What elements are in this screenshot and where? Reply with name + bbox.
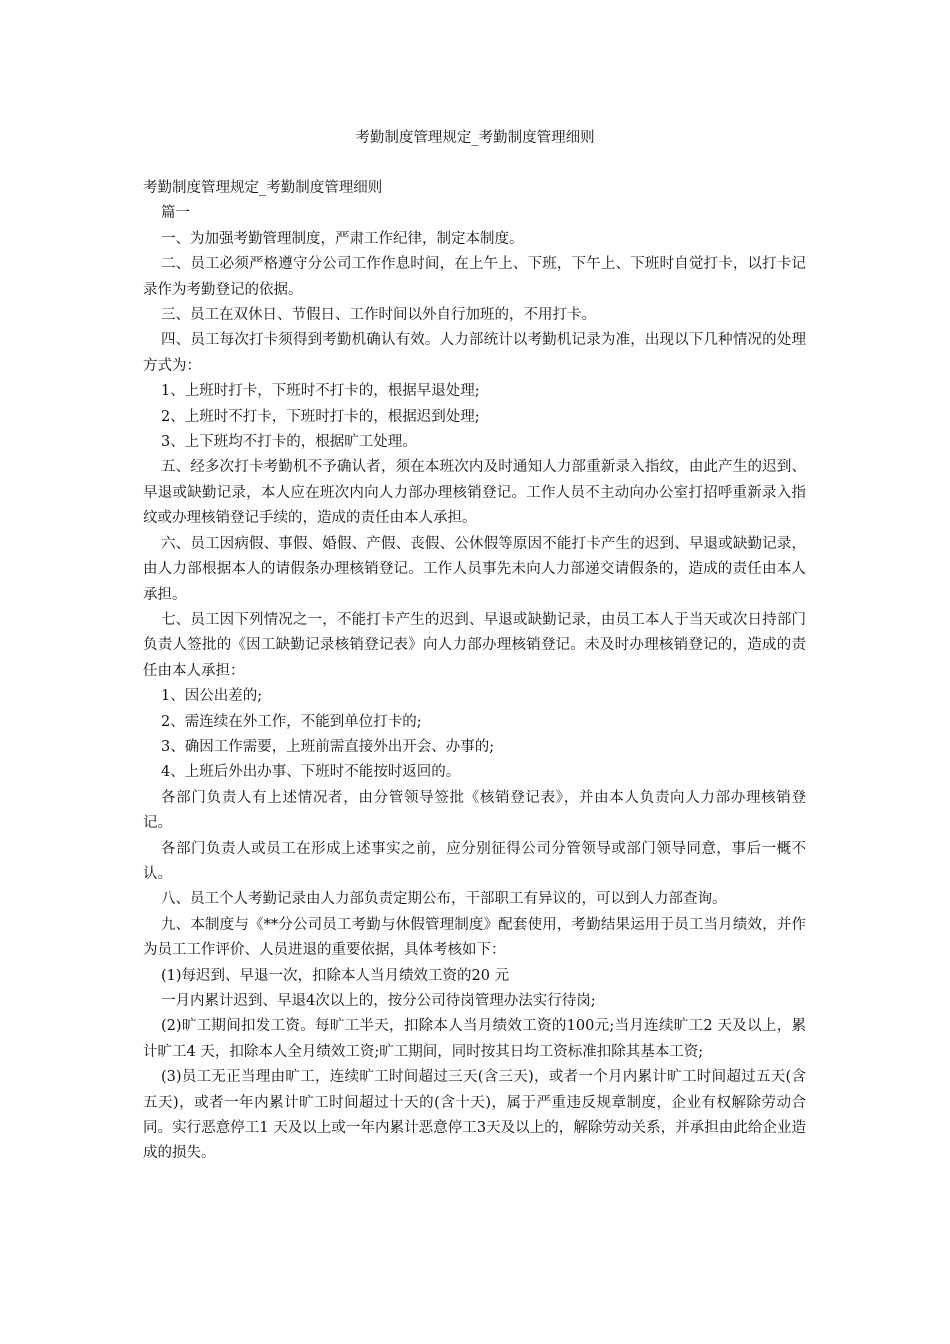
document-body (143, 176, 806, 1167)
page-title: 考勤制度管理规定_考勤制度管理细则 (355, 130, 595, 146)
list-item: 2、上班时不打卡，下班时打卡的，根据迟到处理; (161, 408, 480, 425)
paragraph: 八、员工个人考勤记录由人力部负责定期公布，干部职工有异议的，可以到人力部查询。 (161, 891, 727, 908)
document-heading: 考勤制度管理规定_考勤制度管理细则 (143, 180, 383, 196)
section-label: 篇一 (161, 205, 190, 222)
paragraph: 一月内累计迟到、早退4次以上的，按分公司待岗管理办法实行待岗; (161, 993, 596, 1009)
paragraph: (2)旷工期间扣发工资。每旷工半天，扣除本人当月绩效工资的100元;当月连续旷工2 天及以上，累计旷工4 天，扣除本人全月绩效工资;旷工期间，同时按其日均工资标准扣除其基本工资; (143, 1018, 806, 1060)
paragraph: 各部门负责人有上述情况者，由分管领导签批《核销登记表》，并由本人负责向人力部办理核销登记。 (143, 789, 806, 832)
paragraph: 九、本制度与《**分公司员工考勤与休假管理制度》配套使用，考勤结果运用于员工当月绩效，并作为员工工作评价、人员进退的重要依据，具体考核如下： (143, 916, 806, 959)
paragraph: (1)每迟到、早退一次，扣除本人当月绩效工资的20 元 (161, 967, 510, 984)
paragraph: 三、员工在双休日、节假日、工作时间以外自行加班的，不用打卡。 (161, 307, 596, 324)
list-item: 4、上班后外出办事、下班时不能按时返回的。 (161, 764, 461, 781)
paragraph: 二、员工必须严格遵守分公司工作作息时间，在上午上、下班，下午上、下班时自觉打卡，以打卡记录作为考勤登记的依据。 (143, 256, 806, 298)
paragraph: 七、员工因下列情况之一，不能打卡产生的迟到、早退或缺勤记录，由员工本人于当天或次日持部门负责人签批的《因工缺勤记录核销登记表》向人力部办理核销登记。未及时办理核销登记的，造成的责任由本人承担： (143, 611, 806, 679)
paragraph: 六、员工因病假、事假、婚假、产假、丧假、公休假等原因不能打卡产生的迟到、早退或缺勤记录，由人力部根据本人的请假条办理核销登记。工作人员事先未向人力部递交请假条的，造成的责任由本人承担。 (143, 535, 806, 603)
paragraph: 各部门负责人或员工在形成上述事实之前，应分别征得公司分管领导或部门领导同意，事后一概不认。 (143, 840, 806, 882)
paragraph: 五、经多次打卡考勤机不予确认者，须在本班次内及时通知人力部重新录入指纹，由此产生的迟到、早退或缺勤记录，本人应在班次内向人力部办理核销登记。工作人员不主动向办公室打招呼重新录入指纹或办理核销登记手续的，造成的责任由本人承担。 (143, 459, 806, 527)
list-item: 3、上下班均不打卡的，根据旷工处理。 (161, 434, 417, 451)
paragraph: (3)员工无正当理由旷工，连续旷工时间超过三天(含三天)，或者一个月内累计旷工时间超过五天(含五天)，或者一年内累计旷工时间超过十天的(含十天)，属于严重违反规章制度，企业有权解除劳动合同。实行恶意停工1 天及以上或一年内累计恶意停工3天及以上的，解除劳动关系，并承担由此给企业造成的损失。 (143, 1069, 806, 1162)
list-item: 1、因公出差的; (161, 688, 263, 705)
list-item: 1、上班时打卡，下班时不打卡的，根据早退处理; (161, 383, 480, 400)
list-item: 3、确因工作需要，上班前需直接外出开会、办事的; (161, 738, 495, 755)
list-item: 2、需连续在外工作，不能到单位打卡的; (161, 713, 422, 730)
paragraph: 四、员工每次打卡须得到考勤机确认有效。人力部统计以考勤机记录为准，出现以下几种情况的处理方式为： (143, 332, 806, 374)
paragraph: 一、为加强考勤管理制度，严肃工作纪律，制定本制度。 (161, 230, 524, 247)
